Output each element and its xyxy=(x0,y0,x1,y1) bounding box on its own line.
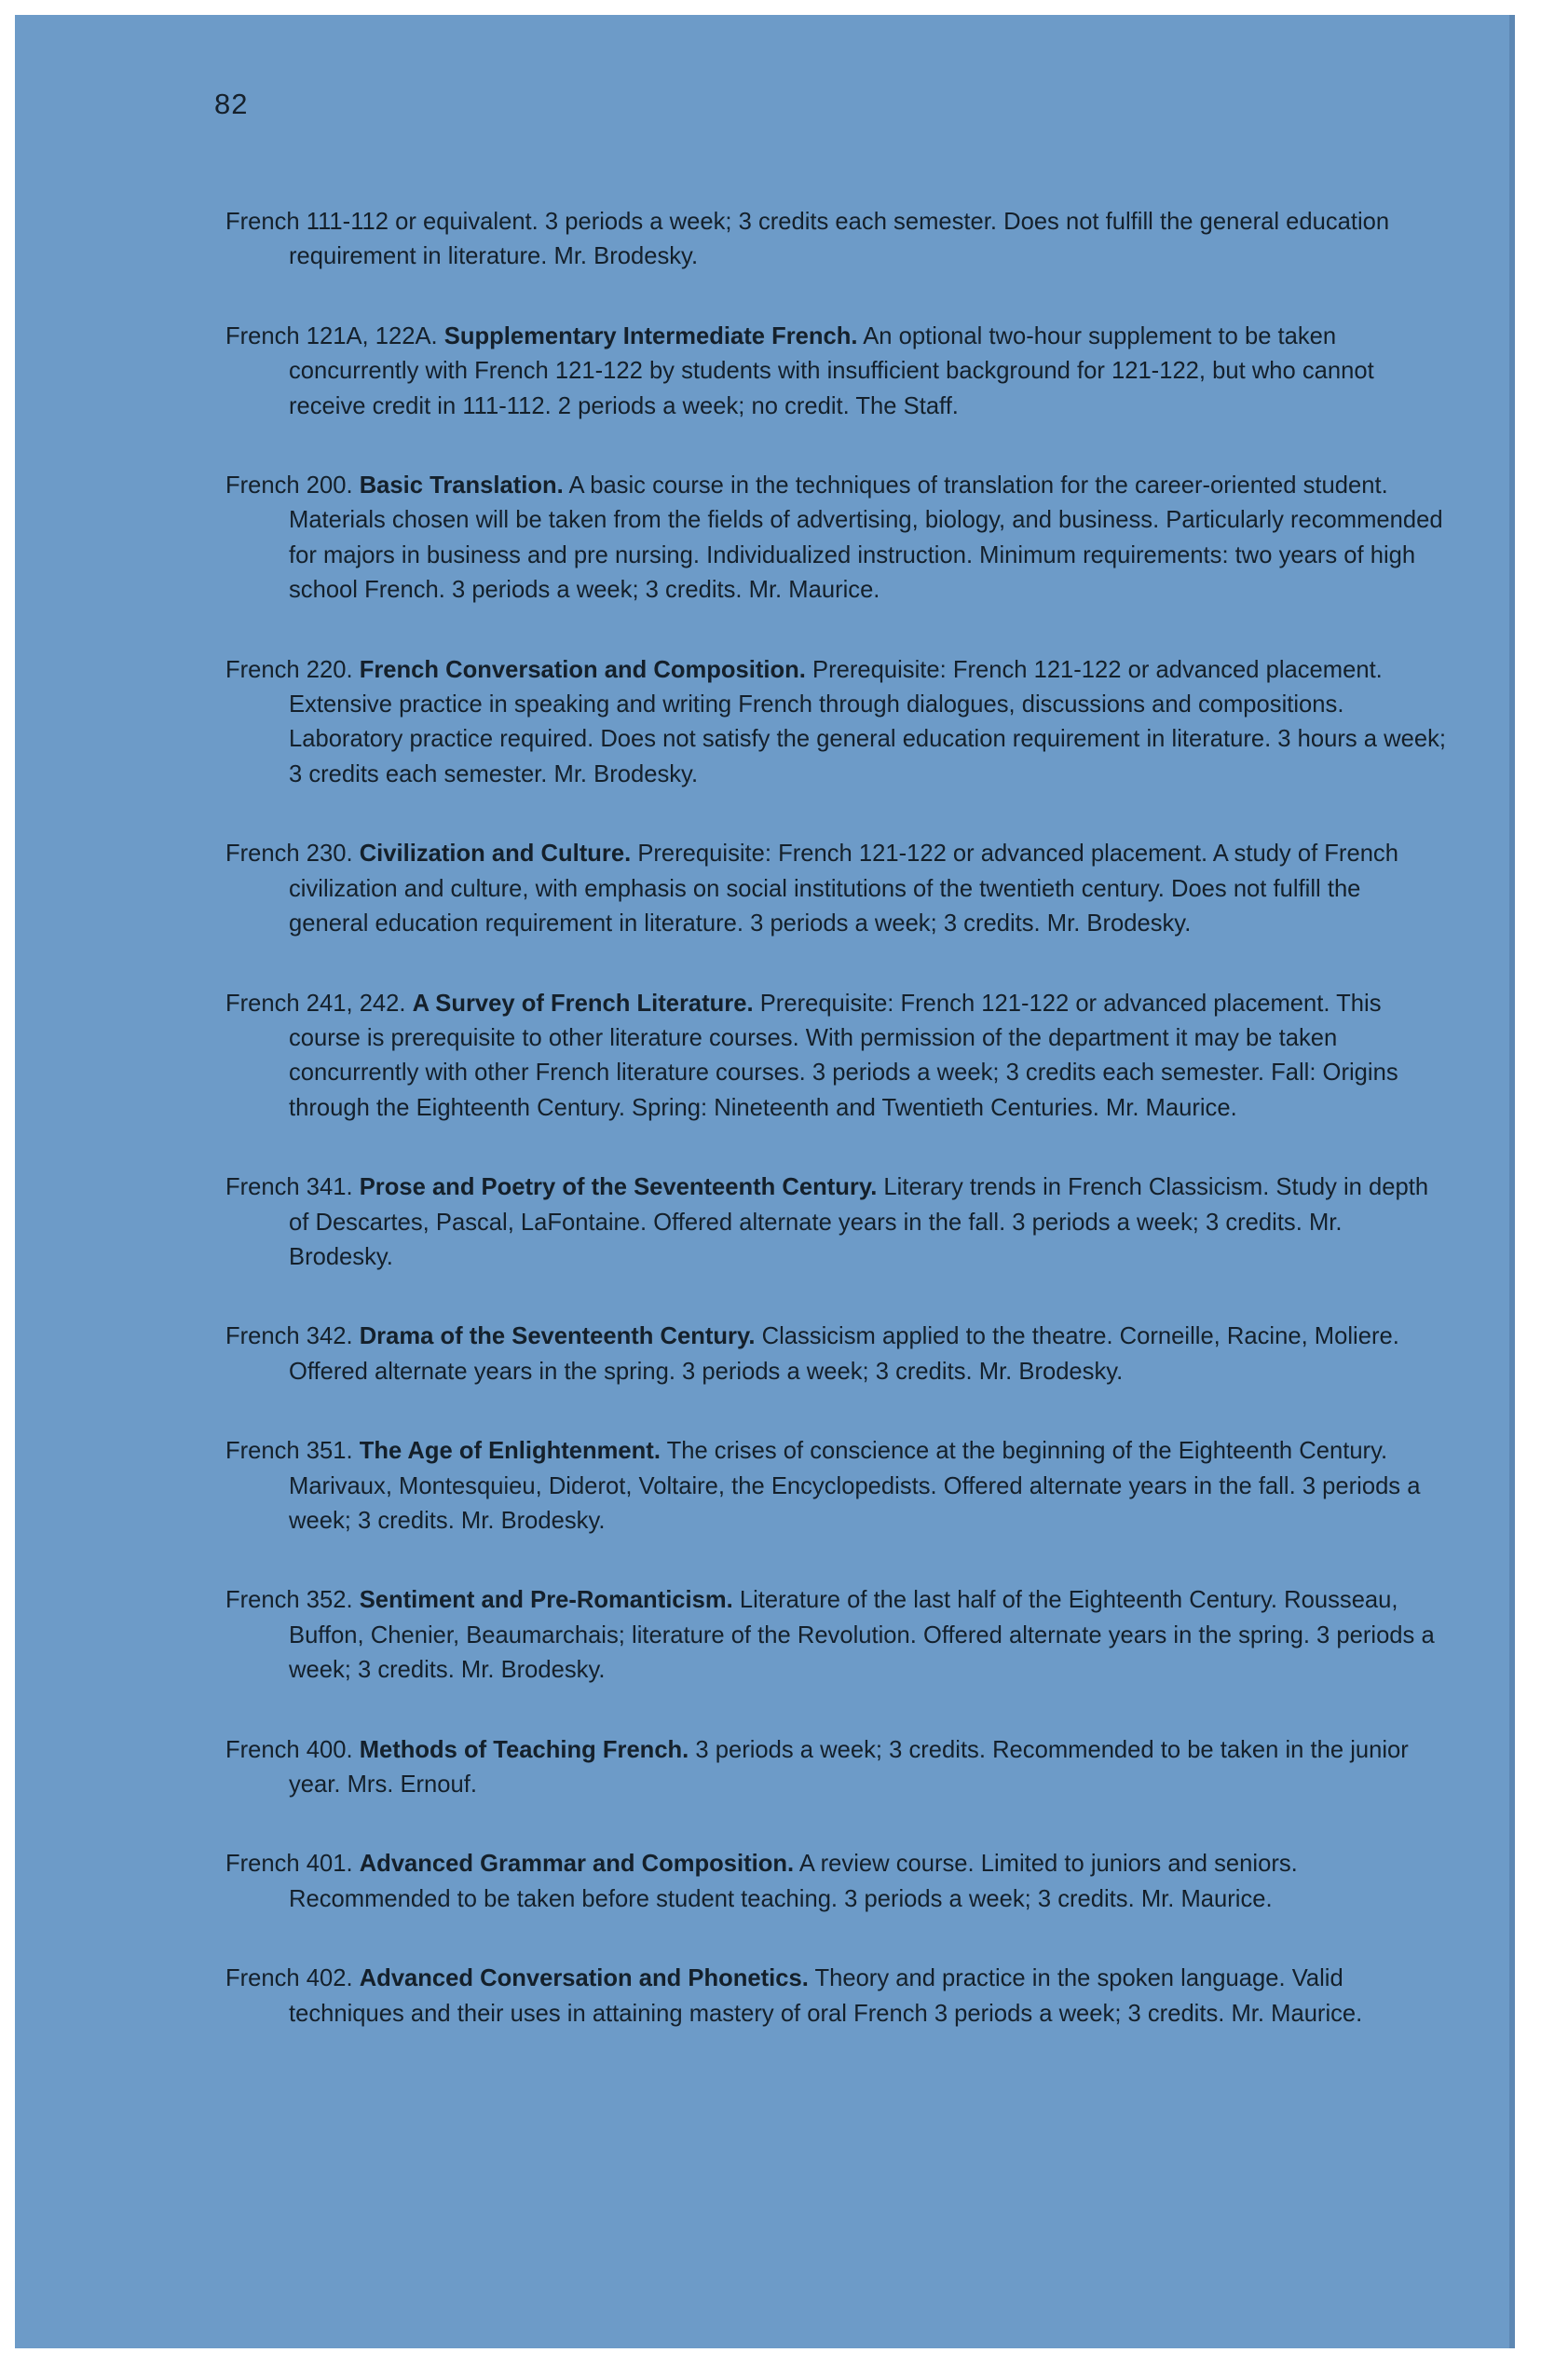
course-number: French 230. xyxy=(225,841,360,868)
course-title: Advanced Conversation and Phonetics. xyxy=(359,1965,809,1992)
course-title: Basic Translation. xyxy=(359,472,564,499)
course-description: Prerequisite: French 121-122 or advanced placement. Extensive practice in speaking and writing French through dialogues, discussions and compositions. Laboratory practice required. Does not satisfy the general education requirement in literature. 3 hours a week; 3 credits each semester. Mr. Brodesky. xyxy=(289,656,1446,787)
course-number: French 341. xyxy=(225,1174,360,1201)
course-title: Civilization and Culture. xyxy=(359,841,632,868)
course-entry-french-401 xyxy=(225,1847,1446,1917)
course-description: Literary trends in French Classicism. Study in depth of Descartes, Pascal, LaFontaine. Offered alternate years in the fall. 3 periods a week; 3 credits. Mr. Brodesky. xyxy=(289,1174,1429,1270)
course-entry-french-402 xyxy=(225,1962,1446,2031)
course-description: or equivalent. 3 periods a week; 3 credits each semester. Does not fulfill the general education requirement in literature. Mr. Brodesky. xyxy=(289,209,1390,270)
course-number: French 111-112 xyxy=(225,209,389,235)
course-number: French 351. xyxy=(225,1438,360,1465)
course-description: Prerequisite: French 121-122 or advanced placement. This course is prerequisite to other literature courses. With permission of the department it may be taken concurrently with other French literature courses. 3 periods a week; 3 credits each semester. Fall: Origins through the Eighteenth Century. Spring: Nineteenth and Twentieth Centuries. Mr. Maurice. xyxy=(289,990,1398,1121)
course-number: French 200. xyxy=(225,472,360,499)
course-number: French 400. xyxy=(225,1736,360,1763)
catalog-page xyxy=(15,15,1509,2348)
course-entry-french-241-242 xyxy=(225,987,1446,1127)
course-entry-french-400 xyxy=(225,1733,1446,1803)
course-title: French Conversation and Composition. xyxy=(359,656,806,683)
course-title: A Survey of French Literature. xyxy=(412,990,754,1017)
course-description: 3 periods a week; 3 credits. Recommended to be taken in the junior year. Mrs. Ernouf. xyxy=(289,1736,1409,1798)
course-entry-french-220 xyxy=(225,653,1446,793)
course-number: French 241, 242. xyxy=(225,990,413,1017)
course-entry-french-341 xyxy=(225,1170,1446,1275)
course-list xyxy=(225,205,1446,2076)
course-number: French 220. xyxy=(225,656,360,683)
course-title: Sentiment and Pre-Romanticism. xyxy=(359,1587,733,1614)
page-number: 82 xyxy=(214,88,249,120)
course-title: Advanced Grammar and Composition. xyxy=(359,1851,795,1878)
course-entry-french-200 xyxy=(225,469,1446,609)
course-title: Methods of Teaching French. xyxy=(359,1736,689,1763)
course-entry-french-351 xyxy=(225,1434,1446,1539)
course-description: Theory and practice in the spoken language. Valid techniques and their uses in attaining mastery of oral French 3 periods a week; 3 credits. Mr. Maurice. xyxy=(289,1965,1363,2027)
course-number: French 352. xyxy=(225,1587,360,1614)
course-number: French 121A, 122A. xyxy=(225,322,444,349)
course-title: Supplementary Intermediate French. xyxy=(443,322,858,349)
course-entry-french-342 xyxy=(225,1320,1446,1389)
course-description: A review course. Limited to juniors and seniors. Recommended to be taken before student teaching. 3 periods a week; 3 credits. Mr. Maurice. xyxy=(289,1851,1298,1912)
course-entry-french-230 xyxy=(225,837,1446,941)
course-entry-french-352 xyxy=(225,1583,1446,1688)
course-description: Literature of the last half of the Eighteenth Century. Rousseau, Buffon, Chenier, Beaumarchais; literature of the Revolution. Offered alternate years in the spring. 3 periods a week; 3 credits. Mr. Brodesky. xyxy=(289,1587,1435,1684)
page-edge xyxy=(1509,15,1515,2348)
course-description: A basic course in the techniques of translation for the career-oriented student. Materials chosen will be taken from the fields of advertising, biology, and business. Particularly recommended for majors in business and pre nursing. Individualized instruction. Minimum requirements: two years of high school French. 3 periods a week; 3 credits. Mr. Maurice. xyxy=(289,472,1443,604)
course-description: Classicism applied to the theatre. Corneille, Racine, Moliere. Offered alternate years in the spring. 3 periods a week; 3 credits. Mr. Brodesky. xyxy=(289,1323,1399,1385)
course-description: Prerequisite: French 121-122 or advanced placement. A study of French civilization and culture, with emphasis on social institutions of the twentieth century. Does not fulfill the general education requirement in literature. 3 periods a week; 3 credits. Mr. Brodesky. xyxy=(289,841,1398,937)
course-title: The Age of Enlightenment. xyxy=(359,1438,661,1465)
course-title: Prose and Poetry of the Seventeenth Century. xyxy=(359,1174,878,1201)
course-number: French 401. xyxy=(225,1851,360,1878)
course-entry-french-121a-122a xyxy=(225,320,1446,424)
course-number: French 402. xyxy=(225,1965,360,1992)
course-title: Drama of the Seventeenth Century. xyxy=(359,1323,756,1350)
course-entry-french-111-112 xyxy=(225,205,1446,275)
course-number: French 342. xyxy=(225,1323,360,1350)
course-description: An optional two-hour supplement to be taken concurrently with French 121-122 by students with insufficient background for 121-122, but who cannot receive credit in 111-112. 2 periods a week; no credit. The Staff. xyxy=(289,322,1374,419)
course-description: The crises of conscience at the beginning of the Eighteenth Century. Marivaux, Montesquieu, Diderot, Voltaire, the Encyclopedists. Offered alternate years in the fall. 3 periods a week; 3 credits. Mr. Brodesky. xyxy=(289,1438,1421,1534)
